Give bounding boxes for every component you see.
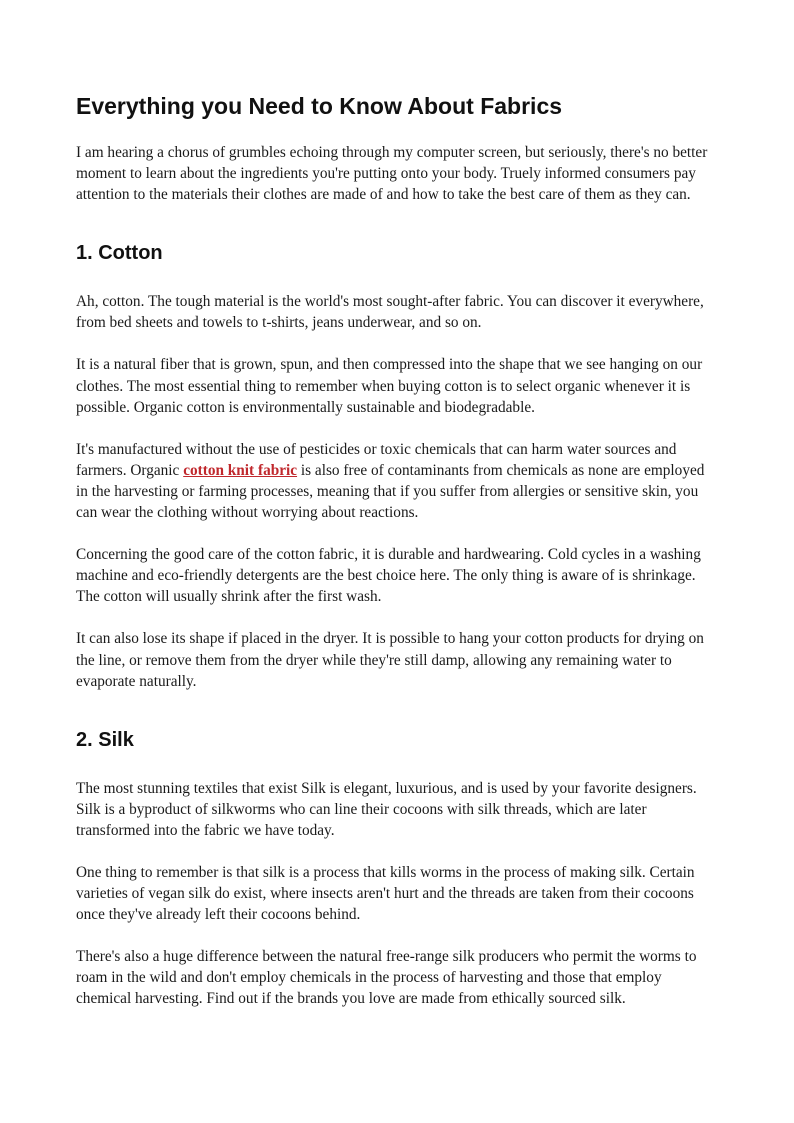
silk-paragraph-2: One thing to remember is that silk is a process that kills worms in the process of making silk. Certain varieties of vegan silk do exist, where insects aren't hurt and the threads are taken from their cocoons once they've already left their cocoons behind. — [76, 863, 695, 924]
section-heading-cotton: 1. Cotton — [76, 242, 163, 265]
intro-paragraph: I am hearing a chorus of grumbles echoing through my computer screen, but seriously, there's no better moment to learn about the ingredients you're putting onto your body. Truely informed consumers pay attention to the materials their clothes are made of and how to take the best care of them as they can. — [76, 144, 708, 204]
cotton-knit-fabric-link[interactable]: cotton knit fabric — [183, 461, 298, 479]
cotton-paragraph-2: It is a natural fiber that is grown, spun, and then compressed into the shape that we see hanging on our clothes. The most essential thing to remember when buying cotton is to select organic whenever it is possible. Organic cotton is environmentally sustainable and biodegradable. — [76, 356, 703, 416]
cotton-paragraph-5: It can also lose its shape if placed in the dryer. It is possible to hang your cotton products for drying on the line, or remove them from the dryer while they're still damp, allowing any remaining water to evaporate naturally. — [76, 630, 704, 690]
page-title: Everything you Need to Know About Fabrics — [76, 93, 563, 119]
cotton-paragraph-3-end: is also free of contaminants from chemicals as none are employed in the harvesting or farming processes, meaning that if you suffer from allergies or sensitive skin, you can wear the clothing without worrying about reactions. — [76, 461, 705, 522]
section-heading-silk: 2. Silk — [76, 728, 134, 751]
article — [76, 92, 720, 1031]
cotton-paragraph-1: Ah, cotton. The tough material is the world's most sought-after fabric. You can discover it everywhere, from bed sheets and towels to t-shirts, jeans underwear, and so on. — [76, 293, 704, 332]
silk-paragraph-1: The most stunning textiles that exist Silk is elegant, luxurious, and is used by your favorite designers. Silk is a byproduct of silkworms who can line their cocoons with silk threads, which are later transformed into the fabric we have today. — [76, 779, 697, 839]
cotton-paragraph-3 — [76, 439, 720, 523]
silk-paragraph-3: There's also a huge difference between the natural free-range silk producers who permit the worms to roam in the wild and don't employ chemicals in the process of harvesting and those that employ chemical harvesting. Find out if the brands you love are made from ethically sourced silk. — [76, 948, 697, 1008]
cotton-paragraph-3-start: It's manufactured without the use of pesticides or toxic chemicals that can harm water sources and farmers. Organic — [76, 440, 677, 479]
cotton-paragraph-4: Concerning the good care of the cotton fabric, it is durable and hardwearing. Cold cycles in a washing machine and eco-friendly detergents are the best choice here. The only thing is aware of is shrinkage. The cotton will usually shrink after the first wash. — [76, 546, 701, 606]
